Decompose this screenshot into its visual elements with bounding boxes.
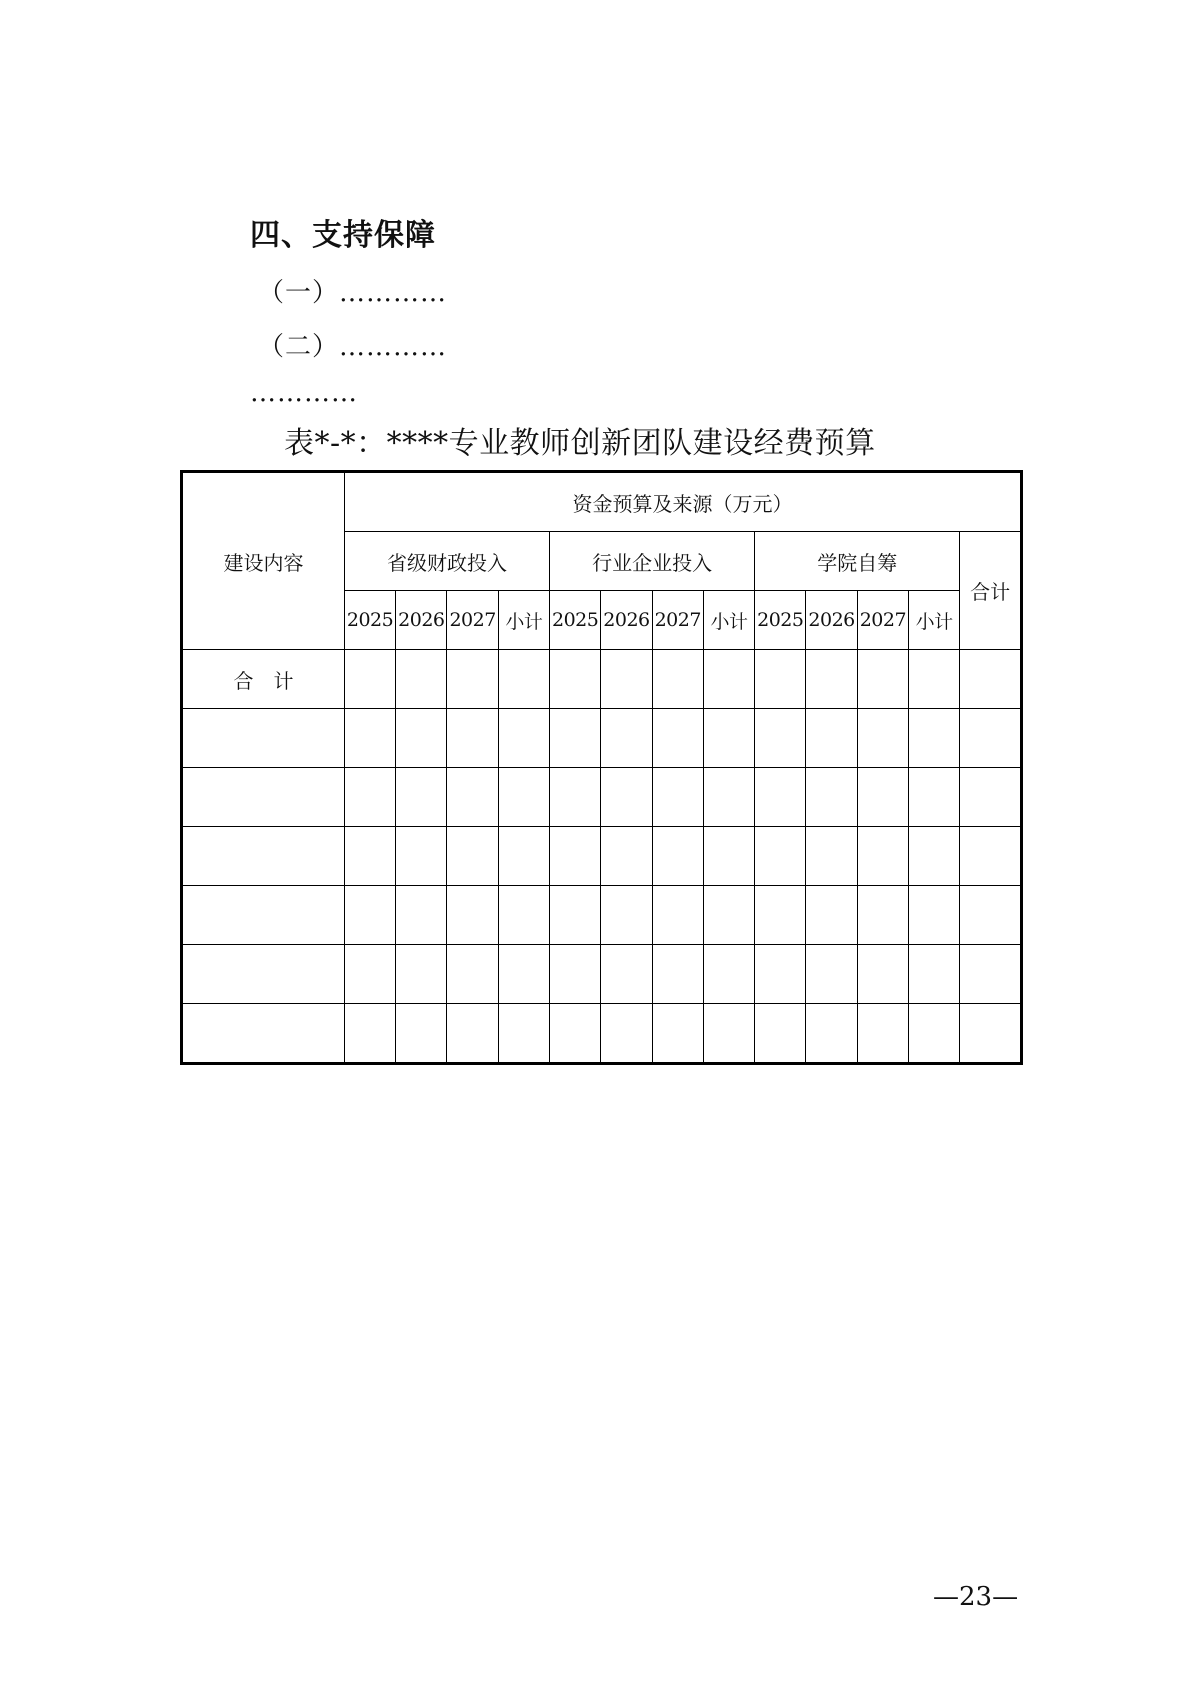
header-total: 合计 [960,532,1022,650]
table-row [182,709,1022,768]
table-cell [396,827,447,886]
table-cell [344,1004,395,1064]
page-number: —23— [933,1582,1019,1612]
table-cell [703,827,754,886]
table-cell [182,709,345,768]
header-year: 2027 [652,591,703,650]
table-cell [909,650,960,709]
table-cell [703,709,754,768]
table-cell [909,1004,960,1064]
header-group-industry: 行业企业投入 [550,532,755,591]
table-cell [755,709,806,768]
table-cell [857,945,908,1004]
table-row [182,827,1022,886]
table-cell [652,945,703,1004]
table-row [182,945,1022,1004]
table-cell [498,945,549,1004]
section-item-1: （一）………… [258,278,448,308]
table-cell [960,650,1022,709]
table-cell [857,650,908,709]
table-cell [396,650,447,709]
table-cell [447,709,498,768]
table-cell [182,827,345,886]
header-year: 2025 [550,591,601,650]
table-cell [652,886,703,945]
table-cell [857,827,908,886]
table-cell [960,709,1022,768]
table-cell [396,945,447,1004]
table-cell [396,768,447,827]
table-cell [960,945,1022,1004]
table-row [182,1004,1022,1064]
header-year: 2026 [396,591,447,650]
table-cell [550,827,601,886]
table-cell [909,768,960,827]
header-group-college: 学院自筹 [755,532,960,591]
header-group-provincial: 省级财政投入 [344,532,549,591]
header-year: 2026 [806,591,857,650]
header-year: 2026 [601,591,652,650]
header-year: 2025 [755,591,806,650]
table-cell [396,1004,447,1064]
table-cell [960,768,1022,827]
table-cell [447,1004,498,1064]
table-cell [755,650,806,709]
header-subtotal: 小计 [703,591,754,650]
table-cell [909,709,960,768]
table-cell [703,768,754,827]
table-cell [344,709,395,768]
table-cell [498,709,549,768]
row-total-label: 合 计 [182,650,345,709]
table-cell [857,1004,908,1064]
table-cell [857,709,908,768]
table-cell [601,1004,652,1064]
table-cell [182,886,345,945]
header-content: 建设内容 [182,472,345,650]
table-row [182,768,1022,827]
table-cell [498,768,549,827]
table-cell [550,650,601,709]
table-cell [703,945,754,1004]
header-year: 2027 [857,591,908,650]
section-heading: 四、支持保障 [250,218,436,253]
budget-table [180,470,1023,1065]
table-cell [601,945,652,1004]
table-cell [550,945,601,1004]
table-cell [755,945,806,1004]
table-cell [498,886,549,945]
table-cell [601,768,652,827]
table-cell [396,886,447,945]
table-cell [703,1004,754,1064]
table-cell [960,886,1022,945]
table-cell [182,945,345,1004]
table-cell [344,886,395,945]
table-cell [806,768,857,827]
header-year: 2025 [344,591,395,650]
table-cell [909,945,960,1004]
section-item-2: （二）………… [258,332,448,362]
table-cell [182,768,345,827]
table-cell [344,768,395,827]
table-cell [909,886,960,945]
table-cell [909,827,960,886]
table-cell [857,886,908,945]
table-cell [344,827,395,886]
table-cell [857,768,908,827]
table-cell [550,768,601,827]
table-cell [806,709,857,768]
table-cell [755,886,806,945]
table-cell [652,650,703,709]
table-cell [960,827,1022,886]
table-cell [806,1004,857,1064]
table-cell [447,886,498,945]
table-caption: 表*-*：****专业教师创新团队建设经费预算 [284,426,876,461]
table-cell [601,709,652,768]
table-cell [447,827,498,886]
table-cell [447,945,498,1004]
table-cell [652,709,703,768]
table-cell [498,1004,549,1064]
table-cell [652,827,703,886]
table-cell [344,650,395,709]
header-subtotal: 小计 [909,591,960,650]
header-budget: 资金预算及来源（万元） [344,472,1021,532]
table-cell [182,1004,345,1064]
table-cell [344,945,395,1004]
section-ellipsis: ………… [250,378,358,408]
table-cell [498,827,549,886]
table-cell [498,650,549,709]
table-cell [550,886,601,945]
table-cell [806,650,857,709]
table-cell [755,768,806,827]
table-cell [652,768,703,827]
table-cell [806,945,857,1004]
table-cell [755,827,806,886]
table-cell [703,650,754,709]
table-row-total [182,650,1022,709]
table-cell [447,650,498,709]
table-row [182,886,1022,945]
header-year: 2027 [447,591,498,650]
table-cell [703,886,754,945]
table-cell [601,650,652,709]
table-cell [601,886,652,945]
header-subtotal: 小计 [498,591,549,650]
table-cell [447,768,498,827]
table-cell [601,827,652,886]
table-cell [396,709,447,768]
table-cell [806,886,857,945]
table-cell [755,1004,806,1064]
table-cell [550,1004,601,1064]
table-cell [652,1004,703,1064]
table-cell [550,709,601,768]
table-cell [806,827,857,886]
table-cell [960,1004,1022,1064]
